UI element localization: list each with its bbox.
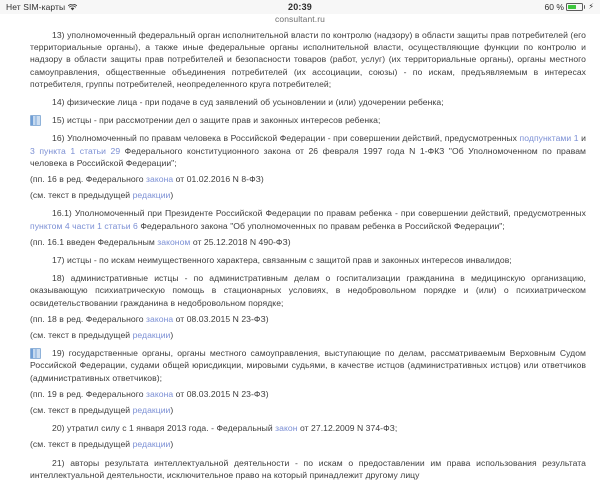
paragraph-note-18-red — [30, 313, 586, 325]
revision-note: (пп. 16.1 введен Федеральным законом от 25.12.2018 N 490-ФЗ) — [30, 236, 291, 247]
battery-cap — [584, 5, 586, 9]
paragraph-note-19-red — [30, 388, 586, 400]
paragraph-item-21 — [30, 457, 586, 481]
paragraph-note-16-1 — [30, 236, 586, 248]
document-link[interactable]: закона — [146, 388, 174, 399]
paragraph-note-16-prev — [30, 189, 586, 201]
lightning-bolt-icon: ⚡ — [588, 2, 594, 11]
status-bar — [0, 0, 600, 14]
clause-text: 15) истцы - при рассмотрении дел о защите прав и законных интересов ребенка; — [52, 115, 381, 126]
clause-text: 20) утратил силу с 1 января 2013 года. - Федеральный закон от 27.12.2009 N 374-ФЗ; — [52, 423, 398, 434]
wifi-icon — [68, 4, 77, 11]
document-link[interactable]: редакции — [132, 405, 171, 416]
carrier-label: Нет SIM-карты — [6, 2, 66, 12]
clause-text: 21) авторы результата интеллектуальной деятельности - по искам о предоставлении им права использования результата интеллектуальной деятельности, исключительное право на который принадлежит другому лицу — [30, 457, 586, 480]
clause-text: 14) физические лица - при подаче в суд заявлений об усыновлении и (или) удочерении ребенка; — [52, 97, 444, 108]
paragraph-item-18 — [30, 272, 586, 309]
document-link[interactable]: закона — [146, 313, 174, 324]
document-link[interactable]: закон — [275, 423, 298, 434]
battery-icon — [566, 3, 586, 11]
paragraph-note-20-prev — [30, 438, 586, 450]
battery-percent-label: 60 % — [544, 2, 564, 12]
revision-note: (см. текст в предыдущей редакции) — [30, 439, 174, 450]
paragraph-item-20 — [30, 422, 586, 434]
paragraph-item-19 — [30, 347, 586, 384]
document-body[interactable] — [0, 26, 600, 481]
revision-note: (пп. 18 в ред. Федерального закона от 08.03.2015 N 23-ФЗ) — [30, 313, 269, 324]
document-content — [14, 29, 586, 481]
paragraph-item-14 — [30, 96, 586, 108]
document-link[interactable]: пунктом 4 части 1 статьи 6 — [30, 220, 138, 231]
clause-text: 17) истцы - по искам неимущественного характера, связанным с защитой прав и законных интересов инвалидов; — [52, 255, 512, 266]
paragraph-item-16-1 — [30, 207, 586, 231]
document-link[interactable]: редакции — [132, 190, 171, 201]
revision-note: (пп. 16 в ред. Федерального закона от 01.02.2016 N 8-ФЗ) — [30, 174, 264, 185]
revision-note: (см. текст в предыдущей редакции) — [30, 405, 174, 416]
battery-fill — [568, 5, 576, 9]
document-link[interactable]: редакции — [132, 330, 171, 341]
paragraph-item-15 — [30, 114, 586, 126]
annotation-marker-icon[interactable] — [30, 115, 41, 126]
paragraph-item-13 — [30, 29, 586, 90]
status-bar-left — [6, 2, 77, 12]
status-bar-clock: 20:39 — [287, 2, 313, 12]
clause-text: 16) Уполномоченный по правам человека в Российской Федерации - при совершении действий, предусмотренных подпунктами 1 и 3 пункта 1 статьи 29 Федерального конституционного закона от 26 февраля 1997 года N 1-ФКЗ "Об Уполномоченном по правам человека в Российской Федерации"; — [30, 133, 587, 168]
clause-text: 18) административные истцы - по административным делам о госпитализации гражданина в медицинскую организацию, оказывающую психиатрическую помощь в стационарных условиях, в недобровольном порядке и (или) о психиатрическом освидетельствовании гражданина в недобровольном порядке; — [30, 273, 586, 308]
paragraph-note-19-prev — [30, 404, 586, 416]
document-link[interactable]: редакции — [132, 439, 171, 450]
status-bar-right — [545, 2, 595, 12]
revision-note: (см. текст в предыдущей редакции) — [30, 190, 174, 201]
paragraph-note-18-prev — [30, 329, 586, 341]
battery-body — [566, 3, 583, 11]
page-title: consultant.ru — [0, 14, 600, 26]
revision-note: (пп. 19 в ред. Федерального закона от 08.03.2015 N 23-ФЗ) — [30, 388, 269, 399]
paragraph-item-16 — [30, 132, 586, 169]
clause-text: 16.1) Уполномоченный при Президенте Российской Федерации по правам ребенка - при совершении действий, предусмотренных пунктом 4 части 1 статьи 6 Федерального закона "Об уполномоченных по правам ребенка в Российской Федерации"; — [30, 208, 586, 231]
clause-text: 13) уполномоченный федеральный орган исполнительной власти по контролю (надзору) в области защиты прав потребителей (его территориальные органы), а также иные федеральные органы исполнительной власти, осуществляющие функции по контролю и надзору в области защиты прав потребителей и безопасности товаров (работ, услуг) (их территориальные органы), органы местного самоуправления, общественные объединения потребителей (их ассоциации, союзы) - по искам, предъявляемым в интересах потребителя, группы потребителей, неопределенного круга потребителей; — [30, 30, 586, 89]
document-link[interactable]: законом — [157, 236, 191, 247]
document-link[interactable]: подпунктами 1 — [519, 133, 579, 144]
paragraph-item-17 — [30, 254, 586, 266]
annotation-marker-icon[interactable] — [30, 348, 41, 359]
revision-note: (см. текст в предыдущей редакции) — [30, 330, 174, 341]
paragraph-note-16-red — [30, 173, 586, 185]
document-link[interactable]: закона — [146, 174, 174, 185]
document-link[interactable]: 3 пункта 1 статьи 29 — [30, 145, 121, 156]
clause-text: 19) государственные органы, органы местного самоуправления, выступающие по делам, рассматриваемым Верховным Судом Российской Федерации, судами общей юрисдикции, мировыми судьями, в качестве истцов (административных истцов) или ответчиков (административных ответчиков); — [30, 348, 586, 383]
